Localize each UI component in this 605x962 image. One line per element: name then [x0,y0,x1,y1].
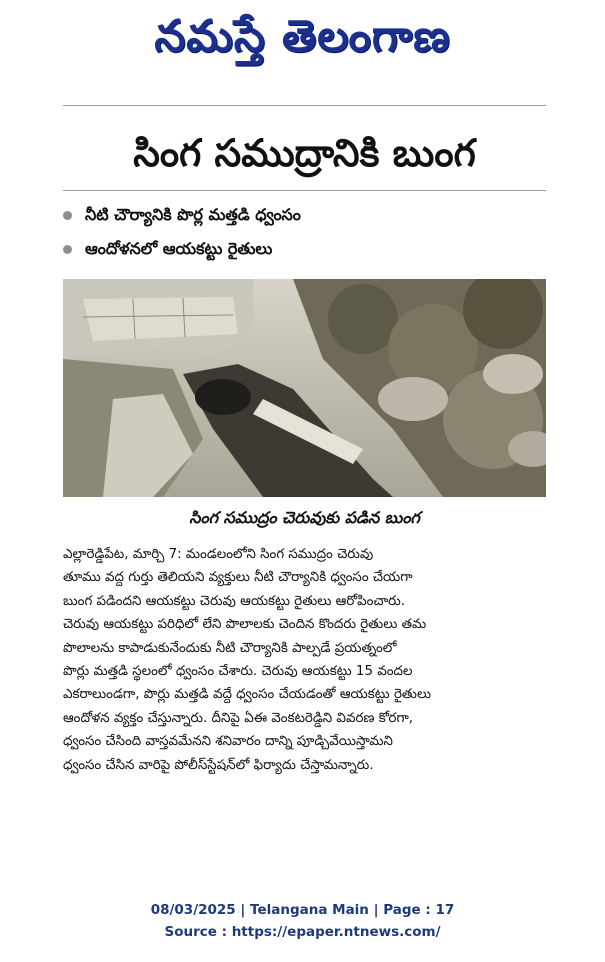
article-headline: సింగ సముద్రానికి బుంగ [133,131,476,175]
bullet-dot-icon [63,211,72,220]
source-link[interactable]: Source : https://epaper.ntnews.com/ [164,924,441,940]
body-line: ఆందోళన వ్యక్తం చేస్తున్నారు. దీనిపై ఏఈ వెంకటరెడ్డిని వివరణ కోరగా, [63,710,414,726]
body-line: తూము వద్ద గుర్తు తెలియని వ్యక్తులు నీటి చౌర్యానికి ధ్వంసం చేయగా [63,570,413,586]
body-line: ఎల్లారెడ్డిపేట, మార్చి 7: మండలంలోని సింగ సముద్రం చెరువు [63,547,374,562]
bullet-text: నీటి చౌర్యానికి పొర్ల మత్తడి ధ్వంసం [85,205,301,224]
body-line: చెరువు ఆయకట్టు పరిధిలో లేని పొలాలకు చెందిన కొందరు రైతులు తమ [63,617,427,633]
body-line: ధ్వంసం చేసిన వారిపై పోలీస్‌స్టేషన్‌లో ఫిర్యాదు చేస్తామన్నారు. [63,757,374,773]
body-line: ఎకరాలుండగా, పొర్లు మత్తడి వద్దే ధ్వంసం చేయడంతో ఆయకట్టు రైతులు [63,687,432,703]
photo-caption: సింగ సముద్రం చెరువుకు పడిన బుంగ [189,508,420,527]
highlight-bullets [63,200,546,268]
masthead-title: నమస్తే తెలంగాణ [154,11,451,62]
body-line: ధ్వంసం చేసింది వాస్తవమేనని శనివారం దాన్ని పూడ్చివేయిస్తామని [63,734,393,750]
bullet-text: ఆందోళనలో ఆయకట్టు రైతులు [85,239,273,258]
body-line: బుంగ పడిందని ఆయకట్టు చెరువు ఆయకట్టు రైతులు ఆరోపించారు. [63,593,405,609]
bullet-item [63,200,546,230]
article-body [63,543,546,777]
body-line: పొలాలను కాపాడుకునేందుకు నీటి చౌర్యానికి పాల్పడే ప్రయత్నంలో [63,640,397,656]
top-divider [63,105,546,106]
headline-divider [63,190,546,191]
article-photo [63,279,546,497]
bullet-item [63,234,546,264]
bullet-dot-icon [63,245,72,254]
page-footer [0,899,605,943]
newspaper-masthead [0,4,605,70]
edition-info: 08/03/2025 | Telangana Main | Page : 17 [150,902,455,918]
breach-photo-illustration [63,279,546,497]
body-line: పొర్లు మత్తడి స్థలంలో ధ్వంసం చేశారు. చెరువు ఆయకట్టు 15 వందల [63,664,413,680]
